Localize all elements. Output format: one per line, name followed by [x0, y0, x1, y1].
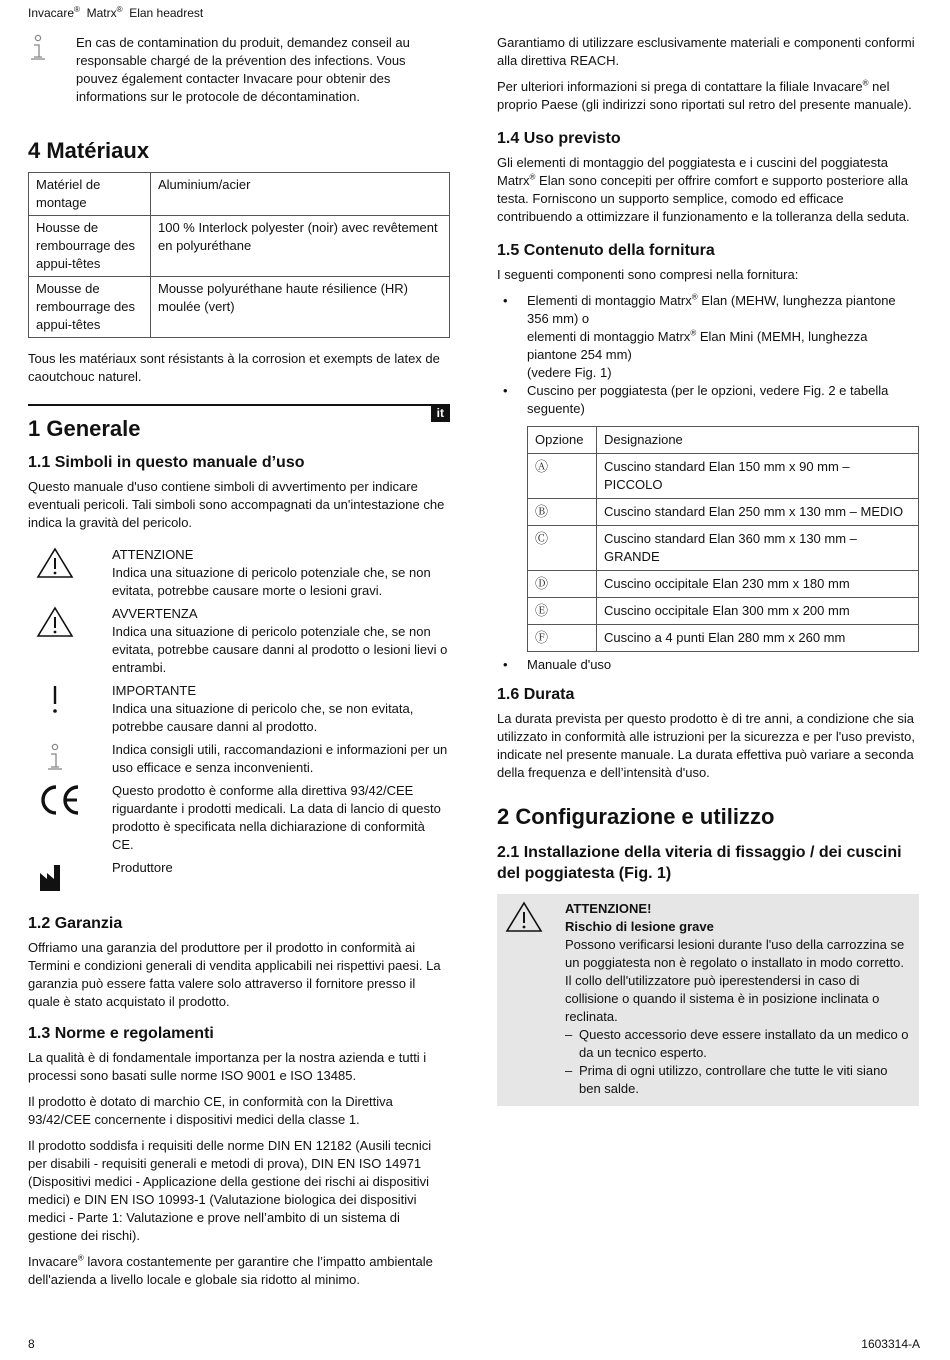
header-product: Matrx: [86, 6, 117, 20]
symbol-text: Indica una situazione di pericolo che, se non evitata, potrebbe causare danni al prodotto.: [112, 701, 414, 734]
table-row: [29, 277, 450, 338]
symbol-row: [28, 782, 450, 854]
header-brand: Invacare: [28, 6, 75, 20]
table-header-row: [528, 427, 919, 454]
list-item: • Cuscino per poggiatesta (per le opzioni, vedere Fig. 2 e tabella seguente): [497, 382, 919, 418]
use-title: 1.4 Uso previsto: [497, 130, 621, 147]
symbol-title: AVVERTENZA: [112, 606, 198, 621]
norms-paragraph: Invacare® lavora costantemente per garantire che l’impatto ambientale dell'azienda a livello locale e globale sia ridotto al minimo.: [28, 1253, 433, 1287]
list-item: – Questo accessorio deve essere installato da un medico o da un tecnico esperto.: [565, 1026, 911, 1062]
table-row: Ⓔ Cuscino occipitale Elan 300 mm x 200 mm: [528, 598, 919, 625]
supply-list: [497, 292, 919, 418]
ce-mark-icon: [36, 782, 84, 818]
supply-list-cont: [497, 656, 919, 674]
info-note-fr: [28, 34, 450, 106]
symbol-row: [28, 741, 450, 777]
supply-title: 1.5 Contenuto della fornitura: [497, 242, 715, 259]
material-item: Mousse de rembourrage des appui-têtes: [29, 277, 151, 338]
symbol-row: [28, 605, 450, 677]
table-row: Ⓐ Cuscino standard Elan 150 mm x 90 mm – PICCOLO: [528, 454, 919, 499]
symbol-text: Indica una situazione di pericolo potenziale che, se non evitata, potrebbe causare morte o lesioni gravi.: [112, 565, 431, 598]
symbols-intro: Questo manuale d'uso contiene simboli di avvertimento per indicare eventuali pericoli. Tali simboli sono accompagnati da un'intestazione che indica la gravità del pericolo.: [28, 479, 445, 530]
warning-list: [565, 1026, 911, 1098]
install-title: 2.1 Installazione della viteria di fissaggio / dei cuscini del poggiatesta (Fig. 1): [497, 844, 902, 882]
materials-title: 4 Matériaux: [28, 138, 150, 163]
symbol-text: Produttore: [112, 860, 173, 875]
config-title: 2 Configurazione e utilizzo: [497, 804, 775, 829]
document-code: 1603314-A: [861, 1337, 920, 1351]
warning-triangle-icon: [505, 900, 543, 934]
info-icon: [36, 741, 74, 775]
norms-paragraph: Il prodotto soddisfa i requisiti delle norme DIN EN 12182 (Ausili tecnici per disabili - requisiti generali e metodi di prova), DIN EN ISO 14971 (Dispositivi medici - Applicazione della gestione dei rischi ai dispositivi medici) e DIN EN ISO 10993-1 (Valutazione biologica dei dispositivi medici - Parte 1: Valutazione e prove nell’ambito di un sistema di gestione dei rischi).: [28, 1138, 432, 1243]
language-tag: it: [431, 405, 450, 422]
column-header: Designazione: [597, 427, 919, 454]
contact-text: Per ulteriori informazioni si prega di contattare la filiale Invacare® nel proprio Paese (gli indirizzi sono riportati sul retro del presente manuale).: [497, 78, 912, 112]
warning-triangle-icon: [36, 546, 74, 580]
warranty-text: Offriamo una garanzia del produttore per il prodotto in conformità ai Termini e condizioni generali di vendita applicabili nei rispettivi paesi. La garanzia può essere fatta valere solo attraverso il fornitore presso il quale è stato acquistato il prodotto.: [28, 940, 441, 1009]
duration-text: La durata prevista per questo prodotto è di tre anni, a condizione che sia utilizzato in conformità alle istruzioni per la sicurezza e per l'uso previsto, indicate nel presente manuale. La durata effettiva può variare a seconda della frequenza e dell’intensità d'uso.: [497, 711, 915, 780]
norms-paragraph: La qualità è di fondamentale importanza per la nostra azienda e tutti i processi sono basati sulle norme ISO 9001 e ISO 13485.: [28, 1050, 427, 1083]
warning-triangle-icon: [36, 605, 74, 639]
symbol-title: IMPORTANTE: [112, 683, 197, 698]
symbol-text: Indica una situazione di pericolo potenziale che, se non evitata, potrebbe causare danni al prodotto o lesioni lievi o entrambi.: [112, 624, 448, 675]
symbol-row: [28, 682, 450, 736]
language-divider: [28, 404, 450, 420]
general-title: 1 Generale: [28, 416, 141, 441]
right-column: [497, 34, 919, 1106]
warning-box: [497, 894, 919, 1106]
info-note-text: En cas de contamination du produit, demandez conseil au responsable chargé de la prévention des infections. Vous pouvez également contacter Invacare pour obtenir des informations sur le protocole de décontamination.: [76, 35, 410, 104]
table-row: Ⓒ Cuscino standard Elan 360 mm x 130 mm – GRANDE: [528, 526, 919, 571]
reach-text: Garantiamo di utilizzare esclusivamente materiali e componenti conformi alla direttiva REACH.: [497, 35, 915, 68]
options-table: [527, 426, 919, 652]
norms-paragraph: Il prodotto è dotato di marchio CE, in conformità con la Direttiva 93/42/CEE concernente i dispositivi medici della classe 1.: [28, 1094, 393, 1127]
materials-table: [28, 172, 450, 338]
material-item: Matériel de montage: [29, 173, 151, 216]
use-text: Gli elementi di montaggio del poggiatesta e i cuscini del poggiatesta Matrx® Elan sono concepiti per offrire comfort e supporto posteriore alla testa. Forniscono un supporto semplice, comodo ed efficace contribuendo a ottimizzare il funzionamento e la tolleranza della seduta.: [497, 155, 910, 224]
material-value: 100 % Interlock polyester (noir) avec revêtement en polyuréthane: [151, 216, 450, 277]
warranty-title: 1.2 Garanzia: [28, 915, 123, 932]
symbol-text: Indica consigli utili, raccomandazioni e informazioni per un uso efficace e senza inconvenienti.: [112, 742, 448, 775]
material-value: Aluminium/acier: [151, 173, 450, 216]
material-item: Housse de rembourrage des appui-têtes: [29, 216, 151, 277]
list-item: • Elementi di montaggio Matrx® Elan (MEHW, lunghezza piantone 356 mm) o elementi di montaggio Matrx® Elan Mini (MEMH, lunghezza piantone 254 mm) (vedere Fig. 1): [497, 292, 919, 382]
header-model: Elan headrest: [129, 6, 204, 20]
material-value: Mousse polyuréthane haute résilience (HR) moulée (vert): [151, 277, 450, 338]
column-header: Opzione: [528, 427, 597, 454]
manufacturer-icon: [36, 859, 74, 895]
supply-intro: I seguenti componenti sono compresi nella fornitura:: [497, 267, 799, 282]
symbol-row: [28, 859, 450, 895]
table-row: Ⓕ Cuscino a 4 punti Elan 280 mm x 260 mm: [528, 625, 919, 652]
page-number: 8: [28, 1337, 35, 1351]
table-row: [29, 216, 450, 277]
symbols-title: 1.1 Simboli in questo manuale d’uso: [28, 454, 305, 471]
page-header: Invacare® Matrx® Elan headrest: [28, 5, 204, 20]
list-item: – Prima di ogni utilizzo, controllare che tutte le viti siano ben salde.: [565, 1062, 911, 1098]
duration-title: 1.6 Durata: [497, 686, 575, 703]
materials-note: Tous les matériaux sont résistants à la corrosion et exempts de latex de caoutchouc naturel.: [28, 351, 440, 384]
table-row: Ⓑ Cuscino standard Elan 250 mm x 130 mm – MEDIO: [528, 499, 919, 526]
symbol-row: [28, 546, 450, 600]
warning-title: ATTENZIONE!: [565, 901, 652, 916]
exclamation-icon: [36, 682, 74, 716]
warning-subtitle: Rischio di lesione grave: [565, 919, 714, 934]
table-row: [29, 173, 450, 216]
norms-title: 1.3 Norme e regolamenti: [28, 1025, 214, 1042]
symbol-title: ATTENZIONE: [112, 547, 194, 562]
table-row: Ⓓ Cuscino occipitale Elan 230 mm x 180 mm: [528, 571, 919, 598]
left-column: [28, 34, 450, 1297]
warning-text: Possono verificarsi lesioni durante l'uso della carrozzina se un poggiatesta non è regolato o installato in modo corretto. Il collo dell'utilizzatore può iperestendersi in caso di collisione o quando il sistema è in posizione inclinata o reclinata.: [565, 937, 905, 1024]
symbol-text: Questo prodotto è conforme alla direttiva 93/42/CEE riguardante i prodotti medicali. La data di lancio di questo prodotto è specificata nella dichiarazione di conformità CE.: [112, 783, 441, 852]
list-item: • Manuale d'uso: [497, 656, 919, 674]
info-icon: [28, 34, 76, 106]
